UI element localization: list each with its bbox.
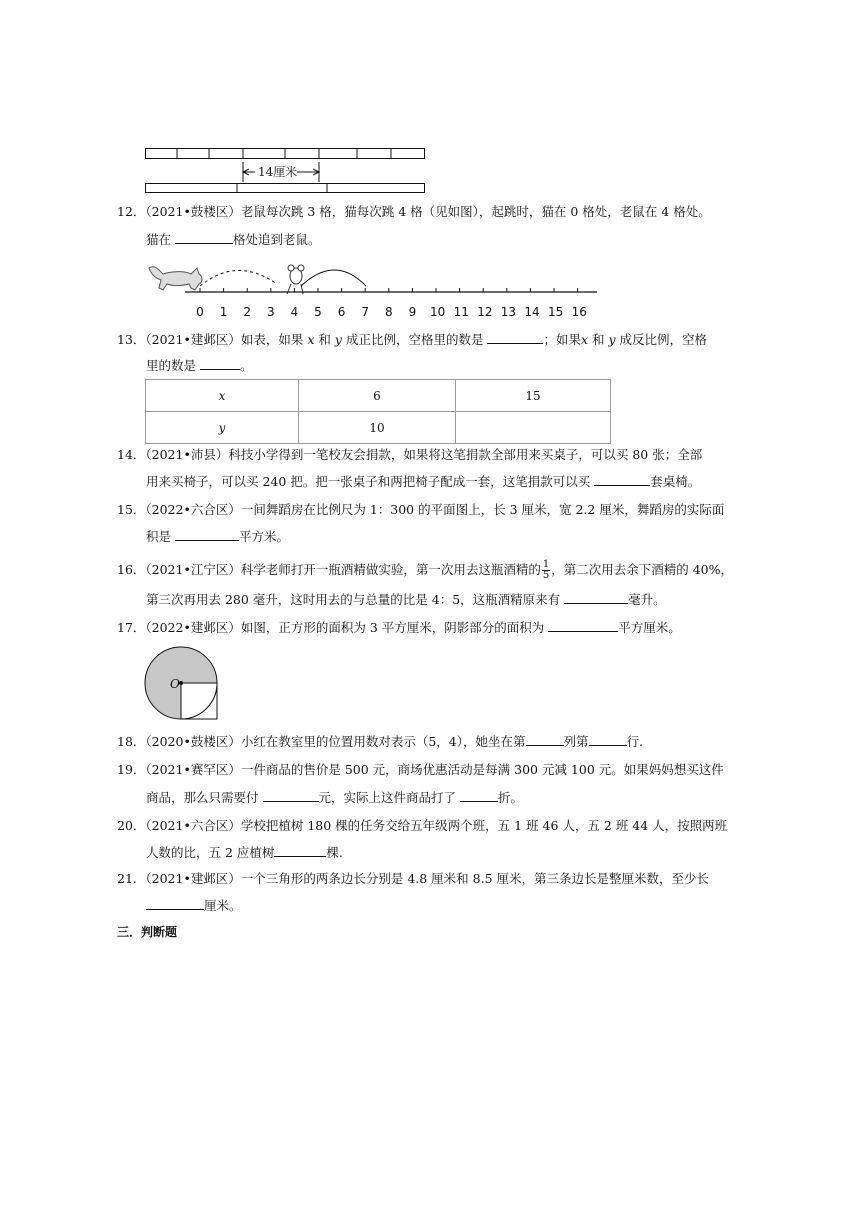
table-row bbox=[146, 412, 611, 444]
table-cell: y bbox=[146, 412, 299, 444]
answer-blank-17[interactable] bbox=[548, 619, 618, 632]
q17-circle-square-figure bbox=[144, 646, 220, 722]
fraction-one-fifth: $\frac{1}{5}$ bbox=[542, 559, 550, 581]
question-15: 15．（2022•六合区）一间舞蹈房在比例尺为 1：300 的平面图上，长 3 厘米，宽 2.2 厘米，舞蹈房的实际面 bbox=[117, 502, 725, 517]
table-cell: 15 bbox=[456, 380, 611, 412]
answer-blank-13b[interactable] bbox=[200, 357, 240, 370]
question-21-line2: 厘米。 bbox=[146, 897, 242, 915]
number-line-tick-label: 16 bbox=[571, 305, 587, 319]
number-line-tick-label: 10 bbox=[430, 305, 446, 319]
q17-center-label: O bbox=[170, 677, 180, 691]
number-line-tick-label: 11 bbox=[453, 305, 469, 319]
table-cell: 10 bbox=[299, 412, 456, 444]
q13-xy-table bbox=[145, 379, 611, 444]
question-14: 14．（2021•沛县）科技小学得到一笔校友会捐款，如果将这笔捐款全部用来买桌子，可以买 80 张；全部 bbox=[117, 447, 703, 462]
number-line-tick-label: 15 bbox=[548, 305, 564, 319]
number-line-tick-label: 7 bbox=[361, 305, 369, 319]
number-line-tick-label: 0 bbox=[196, 305, 204, 319]
number-line-tick-label: 8 bbox=[384, 305, 393, 319]
answer-blank-20[interactable] bbox=[274, 844, 326, 857]
question-21: 21．（2021•建邺区）一个三角形的两条边长分别是 4.8 厘米和 8.5 厘米，第三条边长是整厘米数，至少长 bbox=[117, 871, 709, 886]
section-3-title: 三．判断题 bbox=[117, 925, 178, 939]
question-19: 19．（2021•赛罕区）一件商品的售价是 500 元，商场优惠活动是每满 300 元减 100 元。如果妈妈想买这件 bbox=[117, 762, 724, 777]
number-line-tick-label: 6 bbox=[337, 305, 346, 319]
table-cell-blank[interactable] bbox=[456, 412, 611, 444]
question-12: 12．（2021•鼓楼区）老鼠每次跳 3 格，猫每次跳 4 格（见如图），起跳时，猫在 0 格处，老鼠在 4 格处。 bbox=[117, 204, 711, 219]
number-line-tick-label: 9 bbox=[408, 305, 417, 319]
answer-blank-18b[interactable] bbox=[589, 733, 627, 746]
answer-blank-21[interactable] bbox=[146, 897, 204, 910]
mouse-icon bbox=[287, 265, 304, 294]
answer-blank-19b[interactable] bbox=[460, 789, 498, 802]
question-20: 20．（2021•六合区）学校把植树 180 棵的任务交给五年级两个班，五 1 班 46 人，五 2 班 44 人，按照两班 bbox=[117, 818, 728, 833]
question-20-line2: 人数的比，五 2 应植树 棵. bbox=[146, 845, 343, 860]
question-14-line2: 用来买椅子，可以买 240 把。把一张桌子和两把椅子配成一套，这笔捐款可以买 套桌椅。 bbox=[146, 474, 701, 489]
question-15-line2: 积是 平方米。 bbox=[146, 529, 290, 544]
cat-icon bbox=[149, 267, 202, 290]
q11-length-label: 14厘米 bbox=[258, 165, 298, 179]
question-18: 18．（2020•鼓楼区）小红在教室里的位置用数对表示（5，4），她坐在第 列第 行. bbox=[117, 734, 643, 749]
number-line-tick-label: 5 bbox=[314, 305, 322, 319]
answer-blank-16[interactable] bbox=[564, 591, 628, 604]
number-line-tick-label: 1 bbox=[219, 305, 228, 319]
answer-blank-15[interactable] bbox=[175, 528, 239, 541]
number-line-tick-label: 13 bbox=[500, 305, 517, 319]
table-cell: 6 bbox=[299, 380, 456, 412]
question-13: 13．（2021•建邺区）如表，如果 x 和 y 成正比例，空格里的数是 ；如果x 和 y 成反比例，空格 bbox=[117, 332, 708, 347]
answer-blank-19a[interactable] bbox=[263, 789, 319, 802]
question-17: 17．（2022•建邺区）如图，正方形的面积为 3 平方厘米，阴影部分的面积为 平方厘米。 bbox=[117, 620, 681, 635]
number-line-tick-label: 12 bbox=[477, 305, 493, 319]
question-19-line2: 商品，那么只需要付 元，实际上这件商品打了 折。 bbox=[146, 790, 524, 805]
table-row bbox=[146, 380, 611, 412]
answer-blank-18a[interactable] bbox=[526, 733, 564, 746]
question-13-line2: 里的数是 。 bbox=[146, 358, 253, 373]
number-line-tick-label: 2 bbox=[243, 305, 251, 319]
question-16-line2: 第三次再用去 280 毫升，这时用去的与总量的比是 4：5，这瓶酒精原来有 毫升。 bbox=[146, 592, 666, 607]
table-cell: x bbox=[146, 380, 299, 412]
question-16: 16．（2021•江宁区）科学老师打开一瓶酒精做实验，第一次用去这瓶酒精的 $\frac{1}{5}$ ，第二次用去余下酒精的 40%， bbox=[117, 559, 733, 581]
number-line-tick-label: 14 bbox=[524, 305, 540, 319]
number-line-tick-label: 3 bbox=[266, 305, 275, 319]
answer-blank-13a[interactable] bbox=[487, 331, 543, 344]
answer-blank-12[interactable] bbox=[175, 231, 233, 244]
answer-blank-14[interactable] bbox=[594, 473, 650, 486]
number-line-tick-label: 4 bbox=[290, 305, 299, 319]
question-12-line2: 猫在 格处追到老鼠。 bbox=[146, 232, 321, 247]
